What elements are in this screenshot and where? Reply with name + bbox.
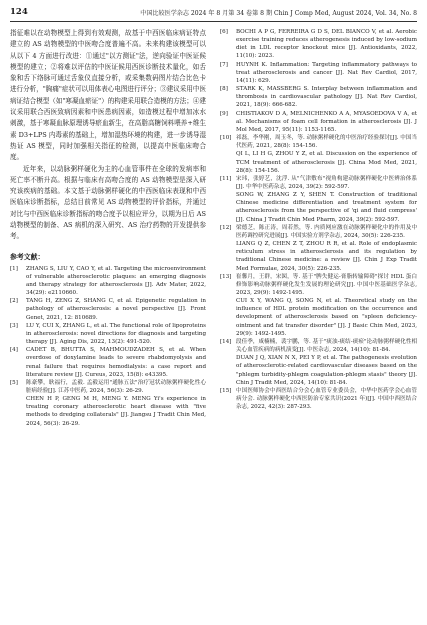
reference-text: DUAN J Q, XIAN N X, PEI Y P, et al. The pathogenesis evolution of atherosclerotic-related cardiovascular diseases based on the "phlegm turbidity-phlegm coagulation-phlegm stasis" theory [J]. Chin J Tradit Med, 2024, 14(10): 81-84.: [236, 355, 417, 386]
reference-number: [2]: [10, 298, 18, 305]
reference-number: [7]: [220, 61, 228, 68]
page-number: 124: [10, 7, 28, 17]
reference-entry: [10, 322, 206, 346]
reference-entry: [220, 110, 417, 134]
reference-text: LU Y, CUI X, ZHANG L, et al. The functional role of lipoproteins in atherosclerosis: novel directions for diagnosis and targeting therapy [J]. Aging Dis, 2022, 13(2): 491-520.: [26, 322, 206, 346]
reference-text: QI L, LI H G, ZHOU Y Z, et al. Discussion on the experience of TCM treatment of atherosclerosis [J]. China Mod Med, 2021, 28(8): 154-156.: [236, 151, 417, 174]
header-rule: [10, 21, 417, 22]
reference-number: [15]: [220, 387, 232, 394]
reference-text: 祁磊，李华刚，周玉冬，等. 动脉粥样硬化的中医治疗经验探讨[J]. 中国当代医药, 2021, 28(8): 154-156.: [236, 135, 417, 150]
reference-number: [11]: [220, 175, 232, 182]
reference-number: [13]: [220, 273, 232, 280]
reference-number: [14]: [220, 338, 232, 345]
reference-text: 中国医师协会中西医结合分会心血管专业委员会，中华中医药学会心血管病分会. 动脉粥样硬化中西医防治专家共识(2021 年)[J]. 中国中西医结合杂志, 2022, 42(3): 287-293.: [236, 387, 417, 411]
reference-translation: [220, 354, 417, 387]
reference-number: [8]: [220, 86, 228, 93]
reference-number: [9]: [220, 110, 228, 117]
reference-text: STARK K, MASSBERG S. Interplay between inflammation and thrombosis in cardiovascular pathology [J]. Nat Rev Cardiol, 2021, 18(9): 666-682.: [236, 86, 417, 109]
reference-translation: [220, 150, 417, 174]
reference-entry: [220, 61, 417, 85]
reference-number: [12]: [220, 224, 232, 231]
reference-entry: [10, 265, 206, 298]
reference-entry: [220, 387, 417, 411]
reference-entry: [220, 224, 417, 240]
reference-text: LIANG Q Z, CHEN Z T, ZHOU R R, et al. Role of endoplasmic reticulum stress in atherosclerosis and its regulation by traditional Chinese medicine: a review [J]. Chin J Exp Tradit Med Formulae, 2024, 30(5): 226-235.: [236, 241, 417, 272]
reference-entry: [220, 134, 417, 150]
reference-text: CHISTIAKOV D A, MELNICHENKO A A, MYASOEDOVA V A, et al. Mechanisms of foam cell formation in atherosclerosis [J]. J Mol Med, 2017, 95(11): 1153-1165.: [236, 110, 417, 133]
left-column: [10, 28, 206, 428]
reference-text: 梁德芝，陈正涛，周若然，等. 内质网应激在动脉粥样硬化中的作用及中医药调控研究进展[J]. 中国实验方剂学杂志, 2024, 30(5): 226-235.: [236, 224, 417, 239]
reference-translation: [220, 297, 417, 338]
reference-text: ZHANG S, LIU Y, CAO Y, et al. Targeting the microenvironment of vulnerable atherosclerotic plaques: an emerging diagnosis and therapy strategy for atherosclerosis [J]. Adv Mater, 2022, 34(29): e2110660.: [26, 265, 206, 297]
reference-number: [1]: [10, 265, 18, 272]
reference-entry: [220, 273, 417, 297]
reference-text: 崔馨月，王群，宋囡，等. 基于"脾失健运-膏脂转输障碍"探讨 HDL 蛋白修饰影响动脉粥样硬化发生发展的理论研究[J]. 中国中医基础医学杂志, 2023, 29(9): 1492-1495.: [236, 273, 417, 296]
reference-number: [3]: [10, 322, 18, 329]
reference-text: BOCHI A P G, FERREIRA G D S, DEL BIANCO V, et al. Aerobic exercise training reduces atherogenesis induced by low-sodium diet in LDL receptor knockout mice [J]. Antioxidants, 2022, 11(10): 2023.: [236, 29, 417, 60]
reference-text: 段佳季，咸楠楠，裴宇鹏，等. 基于"痰浊-痰结-痰瘀"论动脉粥样硬化性相关心血管疾病的病机演变[J]. 中医杂志, 2024, 14(10): 81-84.: [236, 338, 417, 354]
reference-entry: [220, 338, 417, 354]
reference-entry: [220, 85, 417, 109]
reference-text: SONG W, ZHANG Z Y, SHEN T. Construction of traditional Chinese medicine differentiation and treatment system for atherosclerosis from the perspective of 'qi and fluid compress' [J]. China J Tradit Chin Med Pharm, 2024, 39(2): 592-597.: [236, 192, 417, 223]
reference-text: CHEN H P, GENG M H, MENG Y. MENG Yi's experience in treating coronary atherosclerotic heart disease with "five methods to dredging collaterals" [J]. Jiangsu J Tradit Chin Med, 2024, 56(3): 26-29.: [26, 396, 206, 427]
reference-entry: [10, 297, 206, 321]
right-column: [220, 28, 417, 411]
journal-running-title: 中国比较医学杂志 2024 年 8 月第 34 卷第 8 期 Chin J Comp Med, August 2024, Vol. 34, No. 8: [140, 10, 417, 17]
reference-text: HUYNH K. Inflammation: Targeting inflammatory pathways to treat atherosclerosis and cancer [J]. Nat Rev Cardiol, 2017, 14(11): 629.: [236, 61, 417, 84]
reference-entry: [220, 28, 417, 61]
reference-text: TANG H, ZENG Z, SHANG C, et al. Epigenetic regulation in pathology of atherosclerosis: a novel perspective [J]. Front Genet, 2021, 12: 810689.: [26, 298, 206, 321]
reference-text: 陈豪攀，耿福行，孟毅. 孟毅运用"通脉五法"治疗冠状动脉粥样硬化性心脏病经验[J]. 江苏中医药, 2024, 56(3): 26-29.: [26, 379, 206, 394]
reference-number: [4]: [10, 347, 18, 354]
reference-number: [6]: [220, 29, 228, 35]
reference-text: CADET B, BHUTTA S, MAHMOUDZADEH S, et al. When overdose of doxylamine leads to severe rhabdomyolysis and renal failure that requires hemodialysis: a case report and literature review [J]. Cureus, 2023, 15(8): e43395.: [26, 347, 206, 378]
reference-number: [5]: [10, 379, 18, 386]
reference-translation: [10, 395, 206, 428]
reference-translation: [220, 240, 417, 273]
reference-entry: [10, 346, 206, 379]
page-header: [10, 7, 417, 19]
body-paragraph: 近年来，以动脉粥样硬化为主的心血管事件在全球的发病率和死亡率不断升高。根据与临床有高吻合度的 AS 动物模型是深入研究该疾病的基础。本文基于动脉粥样硬化的中西医临床表现和中西医临床诊断指标，总结目前常见 AS 动物模型的评价指标，并通过对比与中西医临床诊断指标的吻合度予以相应评分，以期为日后 AS 动物模型的制备、AS 病机的深入研究、AS 治疗药物的开发提供参考。: [10, 164, 206, 241]
reference-text: CUI X Y, WANG Q, SONG N, et al. Theoretical study on the influence of HDL protein modification on the occurrence and development of atherosclerosis based on "spleen deficiency-ointment and fat transfer disorder" [J]. J Basic Chin Med, 2023, 29(9): 1492-1495.: [236, 298, 417, 337]
reference-text: 宋玮，张婷艺，沈浮. 从"气津敷布"视角构建动脉粥样硬化中医辨治体系[J]. 中华中医药杂志, 2024, 39(2): 592-597.: [236, 175, 417, 190]
body-paragraph: 指征难以在动物模型上得到有效观测，故基于中西医临床病证特点建立的 AS 动物模型的中医吻合度普遍不高。未来构建该模型可以从以下 4 方面进行改进：①通过"以方测证"法，逆向验证中医证候模型的建立；②将难以评估的中医证候用西医诊断技术量化，如舌象和舌下络脉可通过舌象仪直接分析，或采集数码图片结合比色卡进行分析，"胸痛"症状可以用体表心电图进行评分；③建议采用中医病证结合模型（如"寒凝血瘀证"）的构建采用联合造模的方法；④建议采用联合西医致病因素和中医患病因素，如造模过程中增加冰水刺激，基于寒凝血脉原理诱导瘀血新生，在高脂高糖饲料喂养+维生素 D3+LPS 内毒素的基础上，增加湿热环境的构建，进一步诱导湿热证 AS 模型，同时加强相关指征的检测，以提高中医临床吻合度。: [10, 29, 206, 162]
reference-translation: [220, 191, 417, 224]
references-heading: 参考文献：: [10, 252, 45, 261]
reference-entry: [10, 379, 206, 395]
reference-number: [10]: [220, 135, 232, 142]
reference-entry: [220, 175, 417, 191]
